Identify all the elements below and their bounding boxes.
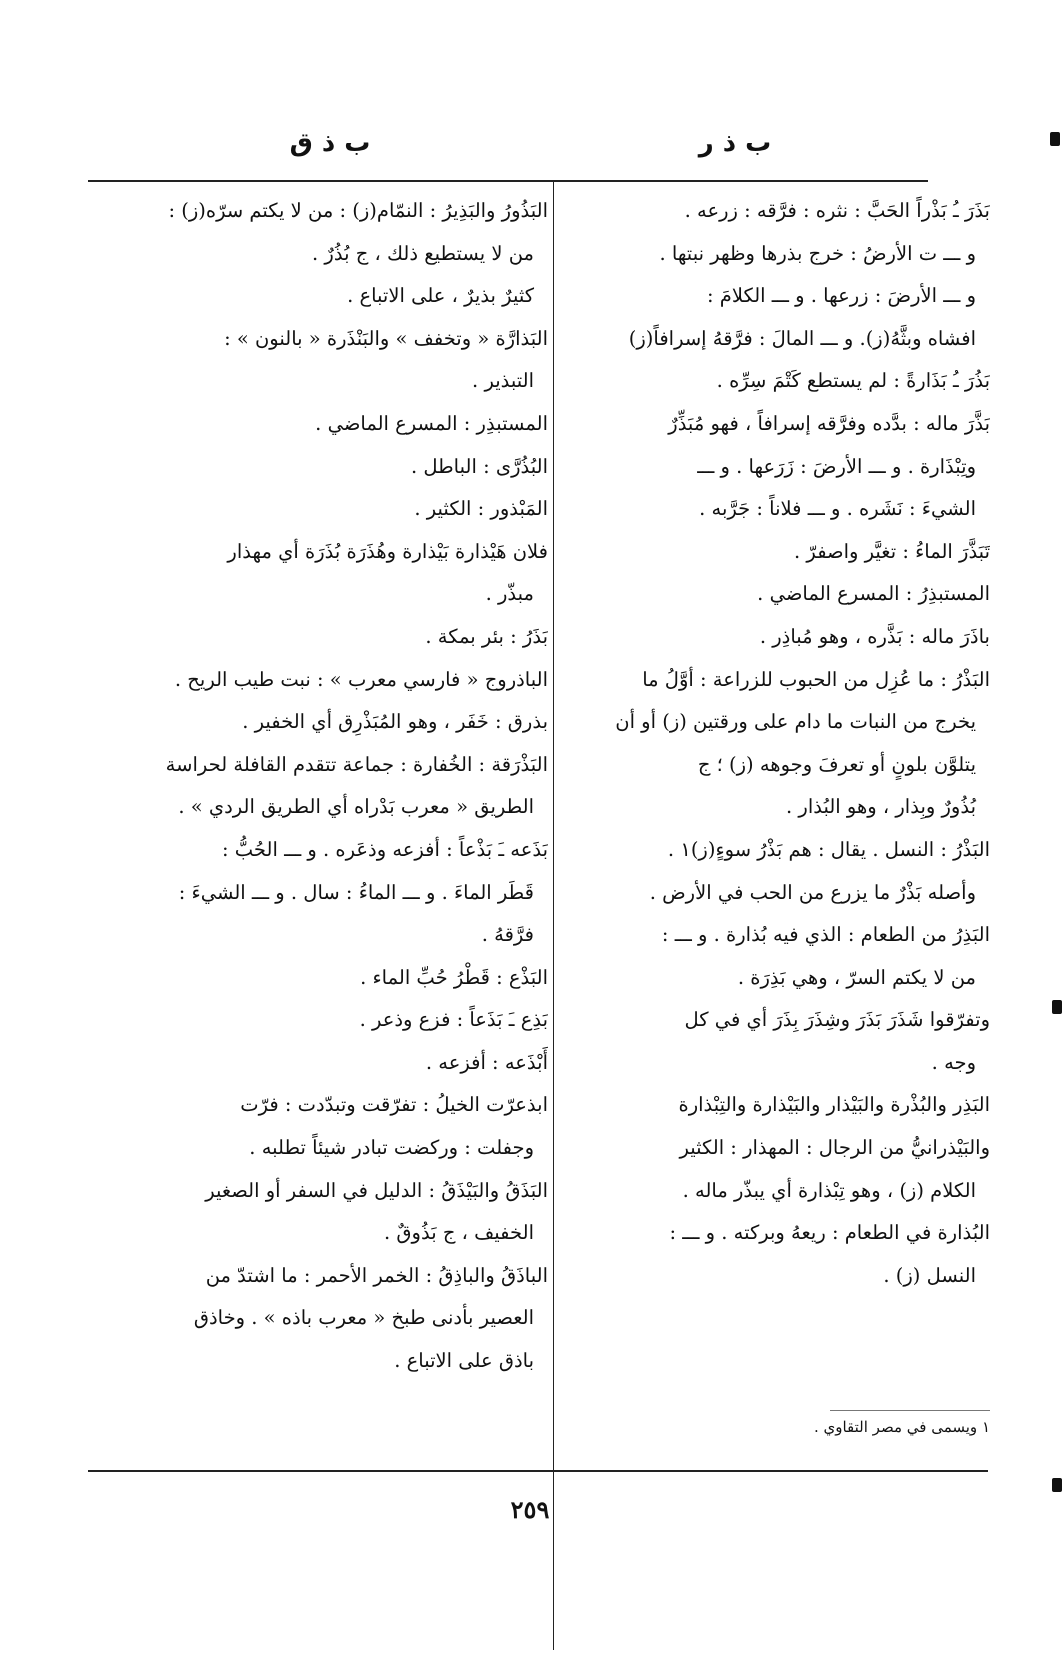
left-column bbox=[88, 190, 548, 1383]
entry-line: الكلام (ز) ، وهو تِبْذارة أي يبذّر ماله . bbox=[682, 1178, 976, 1202]
entry-line: الطريق « معرب بَدْراه أي الطريق الردي » . bbox=[178, 795, 534, 819]
footnote-rule bbox=[830, 1410, 990, 1411]
entry-line: العصير بأدنى طبخ « معرب باذه » . وخاذق bbox=[193, 1306, 534, 1330]
entry-line: المَبْذور : الكثير . bbox=[414, 497, 548, 521]
entry-line: ابذعرّت الخيلُ : تفرّقت وتبدّدت : فرّت bbox=[240, 1093, 548, 1117]
entry-line: من لا يستطيع ذلك ، ج بُذُرٌ . bbox=[312, 241, 534, 265]
entry-line: بَذُرَ ـُ بَذَارةً : لم يستطع كَتْمَ سِرِّه . bbox=[716, 369, 990, 393]
entry-line: المستبذِرُ : المسرع الماضي . bbox=[757, 582, 990, 606]
entry-line: البُذُرَّى : الباطل . bbox=[411, 454, 548, 478]
entry-line: بُذُورٌ وبِذار ، وهو البُذار . bbox=[786, 795, 976, 819]
page-number: ٢٥٩ bbox=[510, 1495, 550, 1524]
margin-mark bbox=[1052, 1478, 1062, 1492]
entry-line: البُذارة في الطعام : ريعهُ وبركته . و ـــ : bbox=[669, 1221, 990, 1245]
entry-line: قَطَر الماءَ . و ـــ الماءُ : سال . و ـــ الشيءَ : bbox=[178, 880, 534, 904]
right-column bbox=[560, 190, 990, 1297]
entry-line: الخفيف ، ج بَذُوقٌ . bbox=[384, 1221, 534, 1245]
entry-line: يخرج من النبات ما دام على ورقتين (ز) أو أن bbox=[615, 710, 976, 734]
entry-line: و ـــ الأرضَ : زرعها . و ـــ الكلامَ : bbox=[706, 284, 976, 308]
margin-mark bbox=[1052, 1000, 1062, 1014]
entry-line: البَذْرَقة : الخُفارة : جماعة تتقدم القافلة لحراسة bbox=[165, 752, 548, 776]
entry-line: البَذَقُ والبَيْذَقُ : الدليل في السفر أو الصغير bbox=[205, 1178, 548, 1202]
entry-line: البَذْع : قَطْرُ حُبِّ الماء . bbox=[360, 965, 548, 989]
entry-line: البَذُورُ والبَذِيرُ : النمّام(ز) : من لا يكتم سرّه(ز) : bbox=[168, 199, 548, 222]
entry-line: بذرق : خَفَر ، وهو المُبَذْرِق أي الخفير . bbox=[242, 710, 548, 734]
entry-line: افشاه وبثَّهُ(ز). و ـــ المالَ : فرَّقهُ إسرافاً(ز) bbox=[628, 326, 976, 350]
entry-line: بَذَرُ : بئر بمكة . bbox=[425, 624, 548, 648]
entry-line: البَذارَّة « وتخفف » والبَنْذَرة « بالنون » : bbox=[224, 326, 548, 350]
entry-line: بَذَّرَ ماله : بدَّده وفرَّقه إسرافاً ، فهو مُبَذِّرٌ bbox=[668, 411, 990, 435]
margin-mark bbox=[1050, 132, 1060, 146]
entry-line: فرَّقهُ . bbox=[481, 923, 534, 947]
entry-line: النسل (ز) . bbox=[883, 1263, 976, 1287]
left-column-header: ب ذ ق bbox=[289, 128, 371, 158]
footer-rule bbox=[88, 1470, 988, 1472]
entry-line: وجه . bbox=[931, 1050, 976, 1074]
footnote: ١ ويسمى في مصر التقاوي . bbox=[813, 1418, 990, 1436]
entry-line: بَذَرَ ـُ بَذْراً الحَبَّ : نثره : فرَّقه : زرعه . bbox=[684, 199, 990, 222]
entry-line: المستبذِر : المسرع الماضي . bbox=[315, 411, 548, 435]
entry-line: الباذَقُ والباذِقُ : الخمر الأحمر : ما اشتدّ من bbox=[205, 1263, 548, 1287]
entry-line: وجفلت : وركضت تبادر شيئاً تطلبه . bbox=[249, 1136, 534, 1160]
entry-line: وتِبْذَارة . و ـــ الأرضَ : زَرَعها . و ـــ bbox=[697, 454, 976, 478]
entry-line: والبَيْذرانيُّ من الرجال : المهذار : الكثير bbox=[679, 1136, 990, 1160]
entry-line: بَذَعه ـَ بَذْعاً : أفزعه وذعَره . و ـــ الحُبُّ : bbox=[222, 837, 548, 861]
entry-line: مبذّر . bbox=[485, 582, 534, 606]
entry-line: تَبَذَّرَ الماءُ : تغيَّر واصفرّ . bbox=[794, 539, 990, 563]
entry-line: بَذِع ـَ بَذَعاً : فزع وذعر . bbox=[359, 1008, 548, 1032]
header-rule bbox=[88, 180, 928, 182]
entry-line: الشيءَ : نَشَره . و ـــ فلاناً : جَرَّبه . bbox=[699, 497, 976, 521]
entry-line: وتفرّقوا شَذَرَ بَذَرَ وشِذَرَ بِذَرَ أي في كل bbox=[684, 1008, 990, 1032]
entry-line: البَذْرُ : النسل . يقال : هم بَذْرُ سوءٍ(ز)١ . bbox=[667, 837, 990, 861]
right-column-header: ب ذ ر bbox=[698, 128, 772, 158]
entry-line: من لا يكتم السرّ ، وهي بَذِرَة . bbox=[737, 965, 976, 989]
entry-line: التبذير . bbox=[472, 369, 534, 393]
entry-line: يتلوَّن بلونٍ أو تعرفَ وجوهه (ز) ؛ ج bbox=[697, 752, 976, 776]
entry-line: البَذْرُ : ما عُزِل من الحبوب للزراعة : أوَّلُ ما bbox=[642, 667, 990, 691]
entry-line: البَذِر والبُذْرة والبَيْذار والبَيْذارة والتِبْذارة bbox=[678, 1093, 990, 1117]
entry-line: الباذروج « فارسي معرب » : نبت طيب الريح . bbox=[174, 667, 548, 691]
entry-line: كثيرٌ بذيرٌ ، على الاتباع . bbox=[347, 284, 534, 308]
entry-line: باذَرَ ماله : بَذَّره ، وهو مُباذِر . bbox=[759, 624, 990, 648]
entry-line: باذق على الاتباع . bbox=[394, 1349, 534, 1373]
entry-line: أَبْذَعه : أفزعه . bbox=[425, 1050, 548, 1074]
entry-line: البَذِرُ من الطعام : الذي فيه بُذارة . و ـــ : bbox=[661, 923, 990, 947]
entry-line: فلان هَيْذارة بَيْذارة وهُذَرَة بُذَرَة أي مهذار bbox=[227, 539, 548, 563]
column-divider bbox=[553, 182, 554, 1650]
entry-line: و ـــ ت الأرضُ : خرج بذرها وظهر نبتها . bbox=[659, 241, 976, 265]
entry-line: وأصله بَذْرٌ ما يزرع من الحب في الأرض . bbox=[649, 880, 976, 904]
